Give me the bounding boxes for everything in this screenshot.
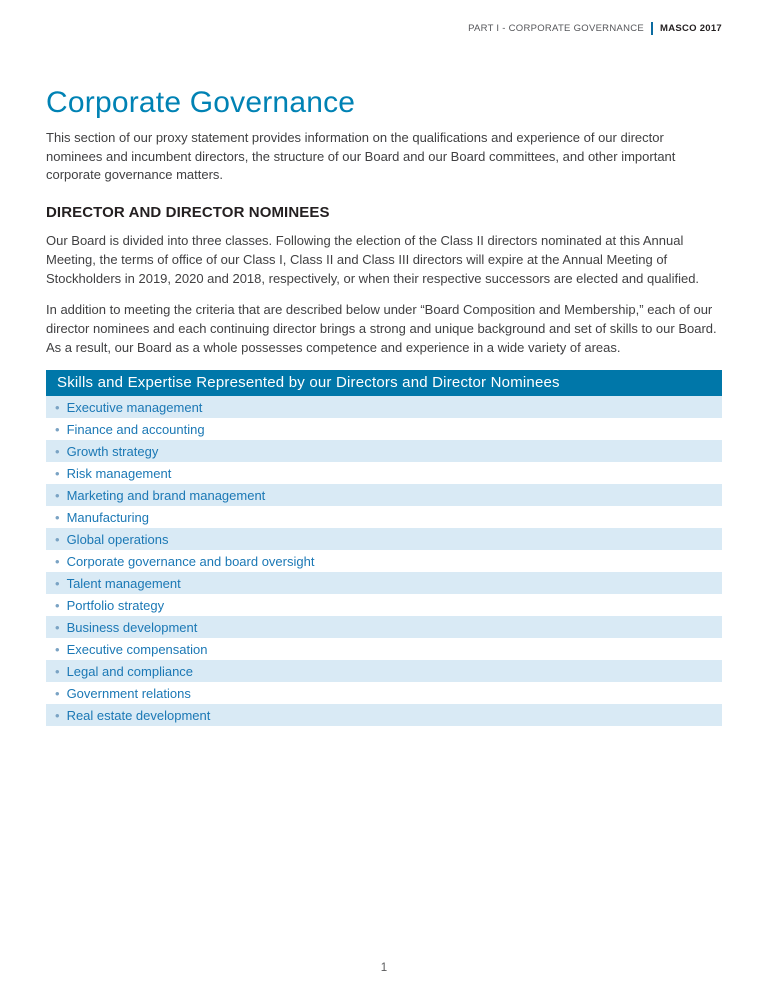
page-header: [468, 22, 722, 35]
bullet-icon: •: [55, 707, 60, 723]
body-paragraph: In addition to meeting the criteria that are described below under “Board Composition and Membership,” each of our director nominees and each continuing director brings a strong and unique background and set of skills to our Board. As a result, our Board as a whole possesses competence and experience in a wide variety of areas.: [46, 302, 717, 355]
bullet-icon: •: [55, 443, 60, 459]
bullet-icon: •: [55, 487, 60, 503]
skill-label: Talent management: [66, 575, 181, 591]
list-item: [46, 506, 722, 528]
bullet-icon: •: [55, 619, 60, 635]
list-item: [46, 440, 722, 462]
skill-label: Manufacturing: [66, 509, 149, 525]
skill-label: Real estate development: [66, 707, 211, 723]
page-title: Corporate Governance: [46, 86, 356, 119]
skill-label: Risk management: [66, 465, 172, 481]
skill-label: Executive compensation: [66, 641, 208, 657]
skills-banner-title: Skills and Expertise Represented by our Directors and Director Nominees: [46, 370, 722, 396]
skill-label: Executive management: [66, 399, 203, 415]
bullet-icon: •: [55, 597, 60, 613]
skill-label: Legal and compliance: [66, 663, 194, 679]
skill-label: Finance and accounting: [66, 421, 205, 437]
skills-list: [46, 396, 722, 726]
list-item: [46, 528, 722, 550]
skill-label: Portfolio strategy: [66, 597, 165, 613]
list-item: [46, 704, 722, 726]
skill-label: Global operations: [66, 531, 169, 547]
skill-label: Marketing and brand management: [66, 487, 266, 503]
bullet-icon: •: [55, 421, 60, 437]
bullet-icon: •: [55, 685, 60, 701]
body-paragraph: Our Board is divided into three classes. Following the election of the Class II directors nominated at this Annual Meeting, the terms of office of our Class I, Class II and Class III directors will expire at the Annual Meeting of Stockholders in 2019, 2020 and 2018, respectively, or when their respective successors are elected and qualified.: [46, 233, 700, 286]
skill-label: Government relations: [66, 685, 191, 701]
list-item: [46, 418, 722, 440]
skill-label: Business development: [66, 619, 198, 635]
list-item: [46, 550, 722, 572]
list-item: [46, 660, 722, 682]
list-item: [46, 638, 722, 660]
bullet-icon: •: [55, 575, 60, 591]
list-item: [46, 682, 722, 704]
page-number: 1: [380, 962, 388, 974]
bullet-icon: •: [55, 531, 60, 547]
list-item: [46, 572, 722, 594]
header-divider: [651, 22, 653, 35]
bullet-icon: •: [55, 399, 60, 415]
page-content: [46, 86, 722, 726]
list-item: [46, 616, 722, 638]
bullet-icon: •: [55, 509, 60, 525]
skill-label: Growth strategy: [66, 443, 159, 459]
brand-label: MASCO 2017: [660, 23, 722, 34]
list-item: [46, 594, 722, 616]
list-item: [46, 396, 722, 418]
list-item: [46, 462, 722, 484]
section-heading: DIRECTOR AND DIRECTOR NOMINEES: [46, 204, 330, 222]
skill-label: Corporate governance and board oversight: [66, 553, 315, 569]
bullet-icon: •: [55, 663, 60, 679]
breadcrumb: PART I - CORPORATE GOVERNANCE: [468, 23, 645, 34]
bullet-icon: •: [55, 641, 60, 657]
bullet-icon: •: [55, 465, 60, 481]
bullet-icon: •: [55, 553, 60, 569]
list-item: [46, 484, 722, 506]
intro-paragraph: This section of our proxy statement provides information on the qualifications and experience of our director nominees and incumbent directors, the structure of our Board and our Board committees, and other important corporate governance matters.: [46, 130, 676, 183]
